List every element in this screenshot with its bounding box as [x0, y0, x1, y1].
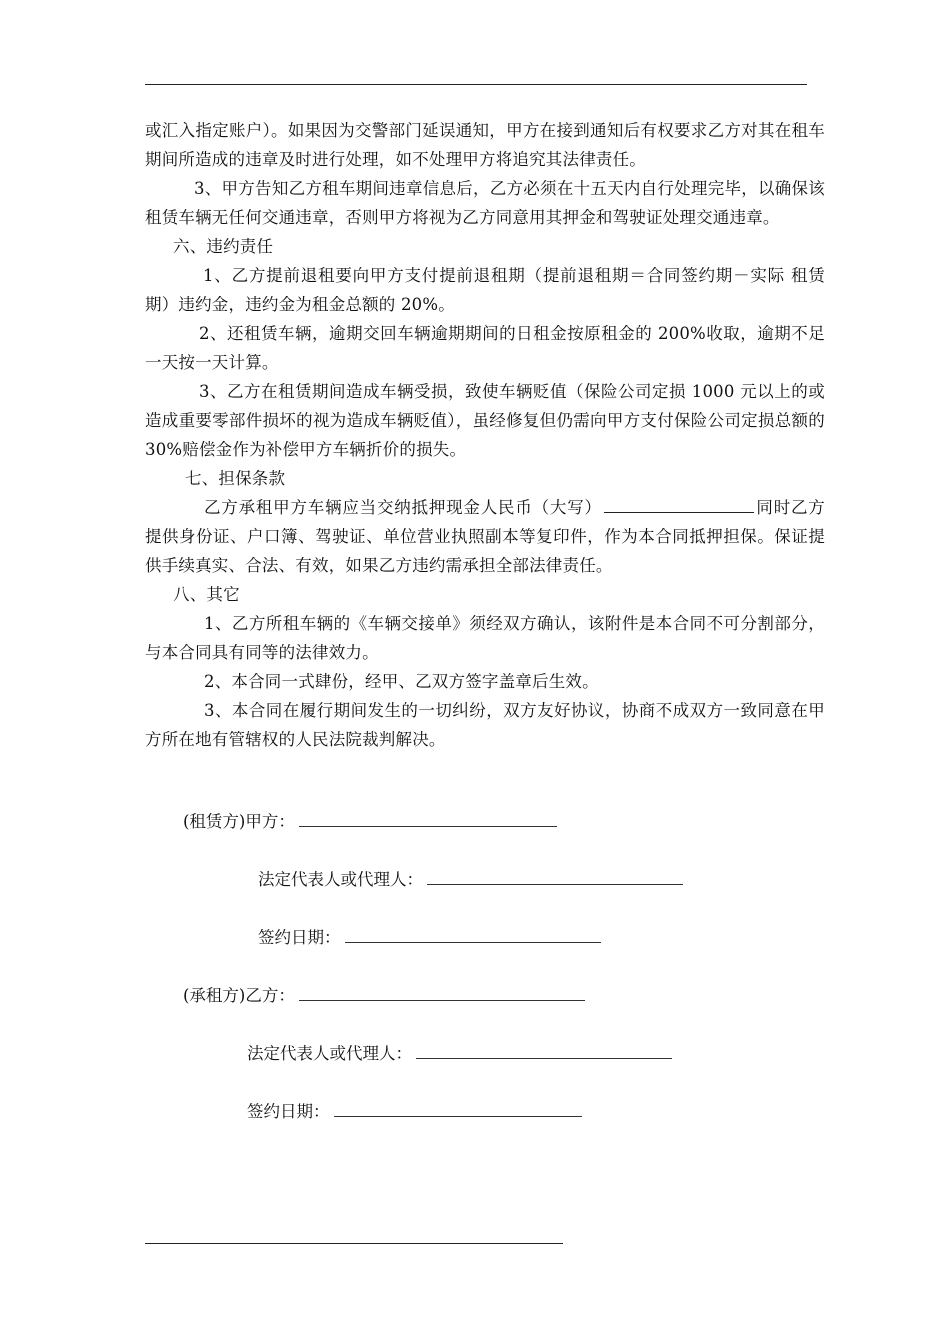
guarantee-text-end: 同时乙方提供身份证、户口簿、驾驶证、单位营业执照副本等复印件，作为本合同抵押担保。保证提供手续真实、合法、有效，如果乙方违约需承担全部法律责任。 — [145, 498, 825, 575]
paragraph-misc-clause-3: 3、本合同在履行期间发生的一切纠纷，双方友好协议，协商不成双方一致同意在甲方所在地有管辖权的人民法院裁判解决。 — [145, 701, 825, 749]
lessor-rep-signature-line[interactable] — [427, 868, 683, 885]
paragraph-guarantee — [145, 493, 825, 580]
lessee-rep-signature-line[interactable] — [416, 1042, 672, 1059]
paragraph-misc-clause-1: 1、乙方所租车辆的《车辆交接单》须经双方确认，该附件是本合同不可分割部分，与本合同具有同等的法律效力。 — [145, 614, 825, 662]
lessee-date-line[interactable] — [334, 1100, 582, 1117]
footer-rule — [145, 1243, 563, 1244]
paragraph-violation-clause-3: 3、甲方告知乙方租车期间违章信息后，乙方必须在十五天内自行处理完毕，以确保该租赁车辆无任何交通违章，否则甲方将视为乙方同意用其押金和驾驶证处理交通违章。 — [145, 179, 825, 227]
deposit-amount-blank[interactable] — [604, 494, 754, 513]
lessor-label: (租赁方)甲方： — [183, 812, 295, 831]
lessee-label: (承租方)乙方： — [183, 986, 295, 1005]
paragraph-misc-clause-2: 2、本合同一式肆份，经甲、乙双方签字盖章后生效。 — [204, 672, 599, 691]
signature-lessee-rep — [247, 1042, 672, 1065]
paragraph-breach-clause-2: 2、还租赁车辆，逾期交回车辆逾期期间的日租金按原租金的 200%收取，逾期不足一天按一天计算。 — [145, 324, 825, 372]
lessee-signature-line[interactable] — [299, 984, 585, 1001]
lessor-date-line[interactable] — [345, 926, 601, 943]
header-rule — [145, 84, 807, 85]
lessee-date-label: 签约日期： — [247, 1102, 330, 1121]
lessor-date-label: 签约日期： — [258, 928, 341, 947]
lessee-rep-label: 法定代表人或代理人： — [247, 1044, 412, 1063]
signature-lessor — [183, 810, 557, 833]
signature-lessor-date — [258, 926, 601, 949]
signature-lessor-rep — [258, 868, 683, 891]
lessor-rep-label: 法定代表人或代理人： — [258, 870, 423, 889]
section-heading-6: 六、违约责任 — [173, 237, 274, 256]
signature-lessee — [183, 984, 585, 1007]
paragraph-breach-clause-3: 3、乙方在租赁期间造成车辆受损，致使车辆贬值（保险公司定损 1000 元以上的或造成重要零部件损坏的视为造成车辆贬值），虽经修复但仍需向甲方支付保险公司定损总额的 30%赔偿金作为补偿甲方车辆折价的损失。 — [145, 382, 825, 459]
contract-body — [145, 116, 825, 754]
section-heading-7: 七、担保条款 — [185, 469, 286, 488]
section-heading-8: 八、其它 — [173, 585, 240, 604]
lessor-signature-line[interactable] — [299, 810, 557, 827]
guarantee-text-start: 乙方承租甲方车辆应当交纳抵押现金人民币（大写） — [204, 498, 602, 517]
paragraph-violation-notice: 或汇入指定账户）。如果因为交警部门延误通知，甲方在接到通知后有权要求乙方对其在租车期间所造成的违章及时进行处理，如不处理甲方将追究其法律责任。 — [145, 121, 825, 169]
signature-lessee-date — [247, 1100, 582, 1123]
paragraph-breach-clause-1: 1、乙方提前退租要向甲方支付提前退租期（提前退租期＝合同签约期－实际 租赁期）违约金，违约金为租金总额的 20%。 — [145, 266, 825, 314]
